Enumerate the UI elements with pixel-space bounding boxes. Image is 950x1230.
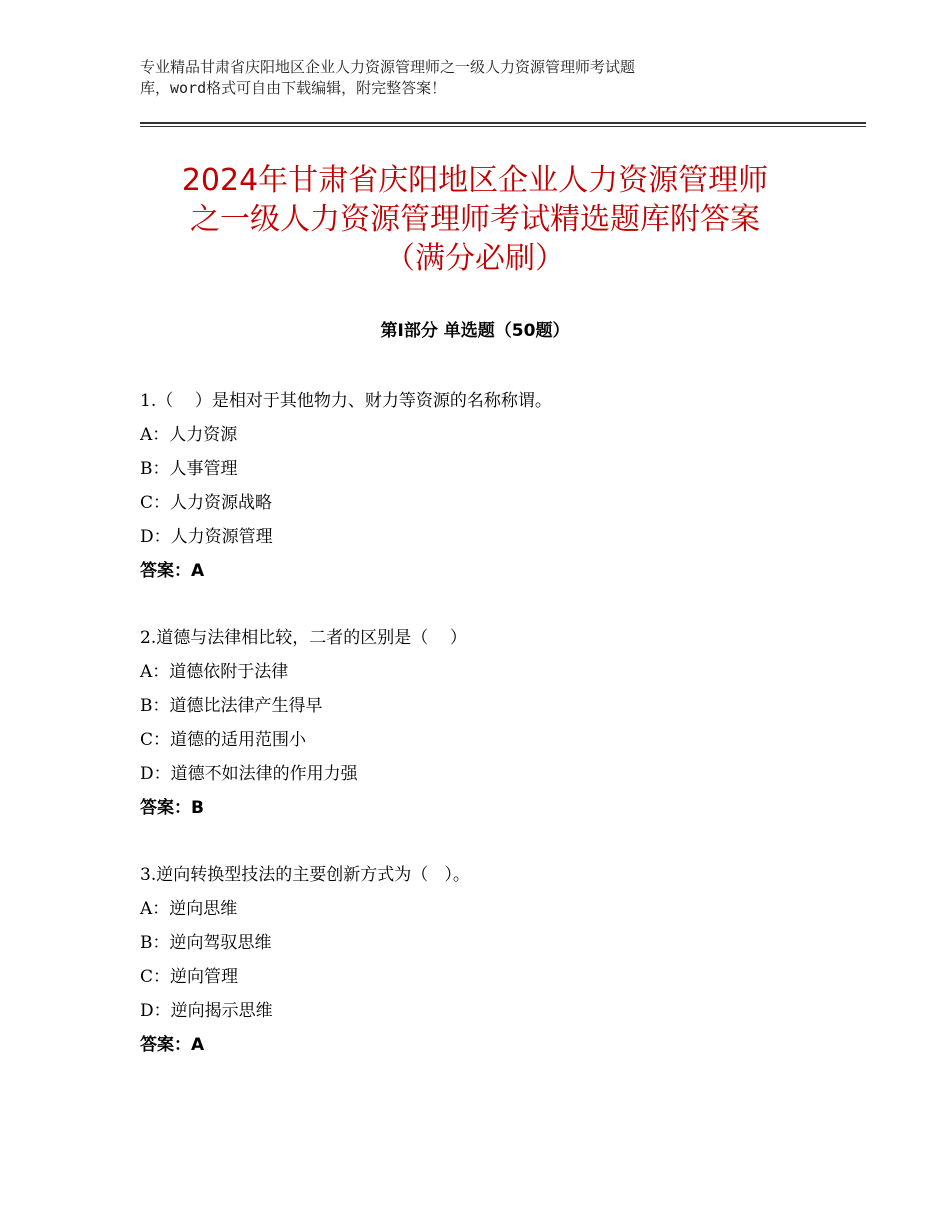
question-stem: 3.逆向转换型技法的主要创新方式为（ ）。: [140, 865, 470, 885]
answer-key: 答案：A: [140, 1035, 205, 1055]
document-title: [100, 161, 850, 278]
answer-key: 答案：B: [140, 798, 204, 818]
question-stem: 1.（ ）是相对于其他物力、财力等资源的名称称谓。: [140, 391, 552, 411]
header-divider-thin: [140, 126, 866, 127]
header-note-line-2: 库，word格式可自由下载编辑，附完整答案！: [140, 79, 447, 97]
option-c: C：逆向管理: [140, 967, 239, 987]
question-stem: 2.道德与法律相比较，二者的区别是（ ）: [140, 628, 467, 648]
section-heading: 第Ⅰ部分 单选题（50题）: [380, 321, 570, 341]
document-title-line-2: 之一级人力资源管理师考试精选题库附答案: [190, 202, 760, 237]
option-b: B：逆向驾驭思维: [140, 933, 272, 953]
header-divider: [140, 122, 866, 124]
question-list: [140, 384, 840, 1095]
option-a: A：人力资源: [140, 425, 238, 445]
option-b: B：人事管理: [140, 459, 238, 479]
document-title-line-1: 2024年甘肃省庆阳地区企业人力资源管理师: [181, 163, 769, 198]
option-c: C：人力资源战略: [140, 493, 273, 513]
document-title-line-3: （满分必刷）: [385, 241, 565, 276]
header-note-line-1: 专业精品甘肃省庆阳地区企业人力资源管理师之一级人力资源管理师考试题: [140, 58, 636, 76]
question-1: [140, 384, 840, 588]
option-d: D：人力资源管理: [140, 527, 273, 547]
option-d: D：逆向揭示思维: [140, 1001, 273, 1021]
header-note: [140, 57, 780, 99]
question-3: [140, 858, 840, 1062]
option-c: C：道德的适用范围小: [140, 730, 307, 750]
option-a: A：逆向思维: [140, 899, 238, 919]
answer-key: 答案：A: [140, 561, 205, 581]
question-2: [140, 621, 840, 825]
option-d: D：道德不如法律的作用力强: [140, 764, 358, 784]
option-b: B：道德比法律产生得早: [140, 696, 323, 716]
option-a: A：道德依附于法律: [140, 662, 289, 682]
